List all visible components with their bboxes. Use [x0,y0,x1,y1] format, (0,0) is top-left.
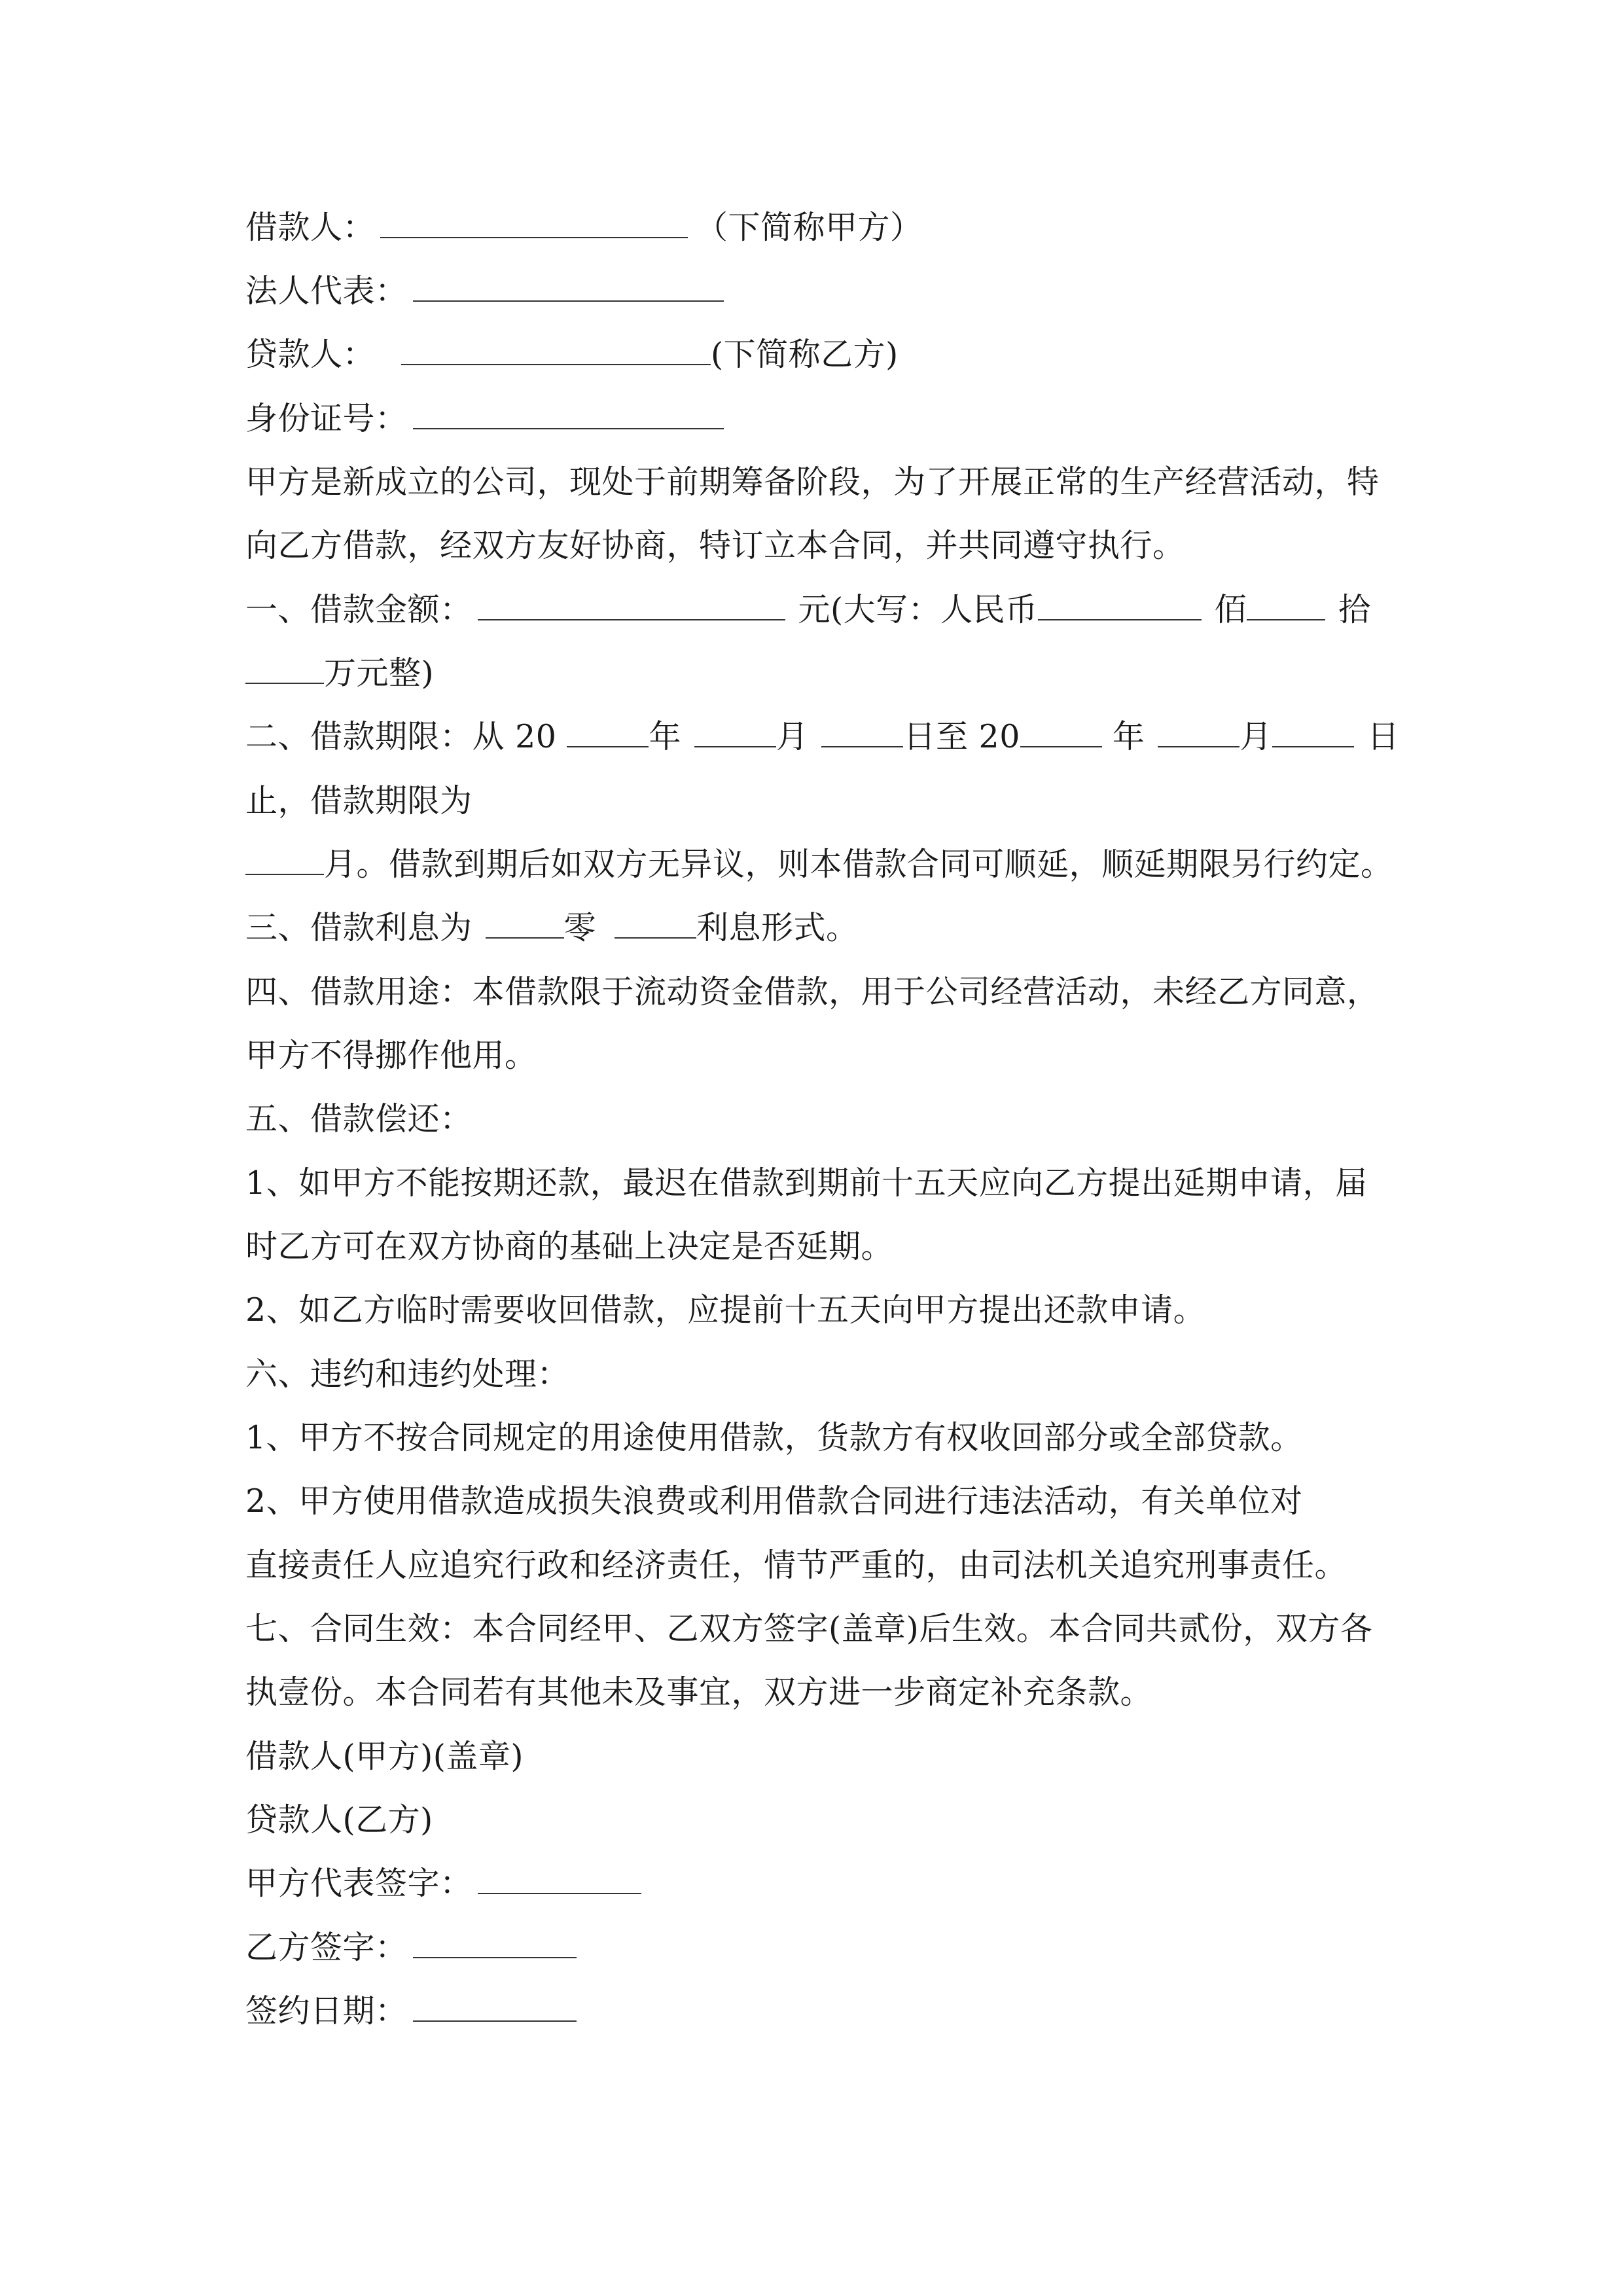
legal-rep-label: 法人代表： [245,272,408,310]
s3-form: 利息形式。 [696,909,859,946]
s2-extension: 月。借款到期后如双方无异议，则本借款合同可顺延，顺延期限另行约定。 [324,846,1393,883]
section-5-item-2: 2、如乙方临时需要收回借款，应提前十五天向甲方提出还款申请。 [245,1291,1206,1329]
wan-blank[interactable] [245,654,324,684]
borrower-suffix: （下简称甲方） [696,209,923,246]
section-4-line-2: 甲方不得挪作他用。 [245,1037,537,1074]
interest-blank-2[interactable] [615,908,696,939]
section-2-cont: 止，借款期限为 [245,782,473,819]
section-2-period [245,717,1399,757]
s3-zero: 零 [563,909,597,946]
end-day-blank[interactable] [1272,717,1354,747]
sig-date-blank[interactable] [413,1992,577,2022]
section-5-heading: 五、借款偿还： [245,1100,473,1138]
section-6-item-1: 1、甲方不按合同规定的用途使用借款，货款方有权收回部分或全部贷款。 [245,1419,1303,1456]
section-3-interest [245,908,859,948]
section-6-heading: 六、违约和违约处理： [245,1355,570,1393]
section-4-line-1: 四、借款用途：本借款限于流动资金借款，用于公司经营活动，未经乙方同意， [245,973,1380,1011]
legal-rep-blank[interactable] [413,272,724,302]
sig-b-blank[interactable] [413,1928,577,1958]
bai-blank[interactable] [1247,590,1325,620]
s1-shi: 拾 [1338,591,1371,628]
s2-month: 月 [776,718,809,755]
term-months-blank[interactable] [245,845,324,875]
s2-label: 二、借款期限：从 20 [245,718,557,755]
lender-line [245,335,899,374]
interest-blank-1[interactable] [486,908,564,939]
s2-month2: 月 [1240,718,1272,755]
section-1-cont [245,654,434,693]
s2-year: 年 [649,718,681,755]
sig-a-rep-label: 甲方代表签字： [245,1865,473,1902]
end-year-blank[interactable] [1020,717,1102,747]
s2-year2: 年 [1112,718,1145,755]
section-1-amount [245,590,1371,630]
s2-to: 日至 20 [903,718,1020,755]
sig-b-label: 乙方签字： [245,1929,408,1966]
start-month-blank[interactable] [694,717,776,747]
signature-borrower: 借款人(甲方)(盖章) [245,1738,524,1775]
end-month-blank[interactable] [1158,717,1240,747]
rmb-blank[interactable] [1038,590,1202,620]
id-label: 身份证号： [245,400,408,437]
section-7-line-1: 七、合同生效：本合同经甲、乙双方签字(盖章)后生效。本合同共贰份，双方各 [245,1610,1373,1647]
lender-blank[interactable] [401,335,711,365]
signature-b-line [245,1928,577,1967]
intro-line-2: 向乙方借款，经双方友好协商，特订立本合同，并共同遵守执行。 [245,527,1185,564]
s1-rmb: 元(大写：人民币 [798,591,1038,628]
signature-lender: 贷款人(乙方) [245,1801,433,1839]
borrower-label: 借款人： [245,209,376,246]
sig-a-rep-blank[interactable] [478,1864,641,1894]
s1-label: 一、借款金额： [245,591,473,628]
intro-line-1: 甲方是新成立的公司，现处于前期筹备阶段，为了开展正常的生产经营活动，特 [245,463,1380,501]
section-5-item-1b: 时乙方可在双方协商的基础上决定是否延期。 [245,1228,894,1265]
id-blank[interactable] [413,399,724,429]
section-7-line-2: 执壹份。本合同若有其他未及事宜，双方进一步商定补充条款。 [245,1674,1153,1711]
signature-a-rep-line [245,1864,641,1903]
amount-blank[interactable] [478,590,785,620]
s1-wan: 万元整) [324,655,435,692]
s2-day2: 日 [1366,718,1400,755]
start-year-blank[interactable] [567,717,649,747]
borrower-blank[interactable] [380,208,688,238]
signature-date-line [245,1992,577,2031]
lender-label: 贷款人： [245,336,376,373]
section-5-item-1a: 1、如甲方不能按期还款，最迟在借款到期前十五天应向乙方提出延期申请，届 [245,1164,1368,1202]
section-6-item-2b: 直接责任人应追究行政和经济责任，情节严重的，由司法机关追究刑事责任。 [245,1547,1347,1584]
lender-suffix: (下简称乙方) [711,336,899,373]
s1-bai: 佰 [1214,591,1247,628]
id-line [245,399,724,439]
sig-date-label: 签约日期： [245,1992,408,2030]
borrower-line [245,208,923,247]
start-day-blank[interactable] [821,717,903,747]
s3-label: 三、借款利息为 [245,909,473,946]
section-6-item-2a: 2、甲方使用借款造成损失浪费或利用借款合同进行违法活动，有关单位对 [245,1482,1303,1520]
section-2-cont-2 [245,845,1393,884]
legal-rep-line [245,272,724,311]
